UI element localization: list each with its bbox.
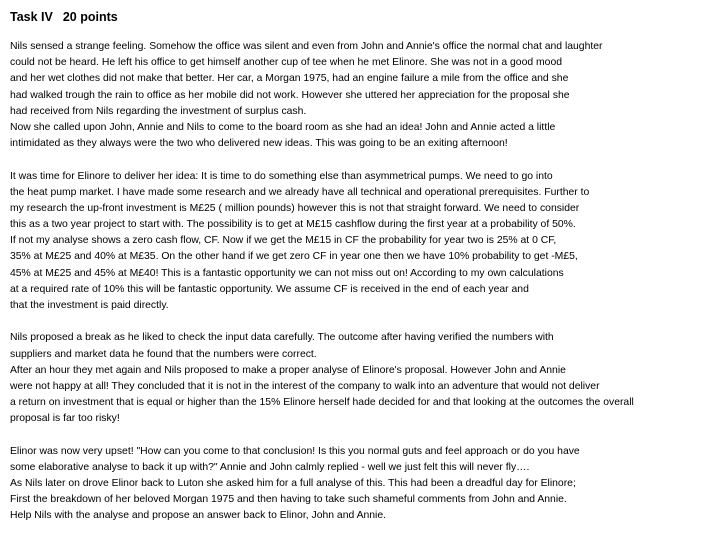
text-line: had received from Nils regarding the investment of surplus cash. <box>10 105 307 117</box>
body-text <box>10 39 700 525</box>
text-line: Nils proposed a break as he liked to check the input data carefully. The outcome after having verified the numbers with <box>10 332 554 344</box>
paragraph-3 <box>10 330 700 427</box>
text-line: a return on investment that is equal or higher than the 15% Elinore herself hade decided for and that looking at the outcomes the overall <box>10 397 634 409</box>
text-line: had walked trough the rain to office as her mobile did not work. However she uttered her appreciation for the proposal she <box>10 89 570 101</box>
text-line: suppliers and market data he found that the numbers were correct. <box>10 348 317 360</box>
text-line: at a required rate of 10% this will be fantastic opportunity. We assume CF is received in the end of each year and <box>10 283 529 295</box>
paragraph-gap <box>10 428 700 444</box>
text-line: Help Nils with the analyse and propose an answer back to Elinor, John and Annie. <box>10 510 387 522</box>
text-line: proposal is far too risky! <box>10 413 120 425</box>
text-line: Elinor was now very upset! "How can you come to that conclusion! Is this you normal guts and feel approach or do you have <box>10 445 580 457</box>
task-heading <box>10 6 700 28</box>
paragraph-4 <box>10 444 700 525</box>
text-line: It was time for Elinore to deliver her idea: It is time to do something else than asymmetrical pumps. We need to go into <box>10 170 553 182</box>
text-line: the heat pump market. I have made some research and we already have all technical and operational prerequisites. Further to <box>10 186 590 198</box>
text-line: Nils sensed a strange feeling. Somehow the office was silent and even from John and Annie's office the normal chat and laughter <box>10 41 603 52</box>
text-line: my research the up-front investment is M£25 ( million pounds) however this is not that straight forward. We need to consider <box>10 202 580 214</box>
text-line: and her wet clothes did not make that better. Her car, a Morgan 1975, had an engine failure a mile from the office and she <box>10 73 569 85</box>
text-line: intimidated as they always were the two who delivered new ideas. This was going to be an exiting afternoon! <box>10 138 508 150</box>
text-line: If not my analyse shows a zero cash flow, CF. Now if we get the M£15 in CF the probability for year two is 25% at 0 CF, <box>10 235 557 247</box>
task-points: 20 points <box>62 10 118 24</box>
task-title: Task IV <box>10 10 53 24</box>
text-line: could not be heard. He left his office to get himself another cup of tee when he met Elinore. She was not in a good mood <box>10 57 563 69</box>
text-line: After an hour they met again and Nils proposed to make a proper analyse of Elinore's proposal. However John and Annie <box>10 364 566 376</box>
text-line: that the investment is paid directly. <box>10 300 169 311</box>
text-line: 35% at M£25 and 40% at M£35. On the other hand if we get zero CF in year one then we have 10% probability to get -M£5, <box>10 251 578 263</box>
paragraph-1 <box>10 39 700 152</box>
text-line: 45% at M£25 and 45% at M£40! This is a fantastic opportunity we can not miss out on! According to my own calculations <box>10 267 564 279</box>
text-line: As Nils later on drove Elinor back to Luton she asked him for a full analyse of this. This had been a dreadful day for Elinore; <box>10 478 576 490</box>
text-line: some elaborative analyse to back it up with?" Annie and John calmly replied - well we just felt this will never fly…. <box>10 461 530 473</box>
paragraph-gap <box>10 152 700 168</box>
text-line: Now she called upon John, Annie and Nils to come to the board room as she had an idea! John and Annie acted a little <box>10 121 556 133</box>
paragraph-2 <box>10 169 700 315</box>
text-line: First the breakdown of her beloved Morgan 1975 and then having to take such shameful comments from John and Annie. <box>10 494 567 506</box>
heading-spacer <box>10 28 700 39</box>
text-line: this as a two year project to start with. The possibility is to get at M£15 cashflow during the first year at a probability of 50%. <box>10 219 576 231</box>
document-page <box>10 6 700 525</box>
text-line: were not happy at all! They concluded that it is not in the interest of the company to walk into an adventure that would not deliver <box>10 380 600 392</box>
paragraph-gap <box>10 314 700 330</box>
